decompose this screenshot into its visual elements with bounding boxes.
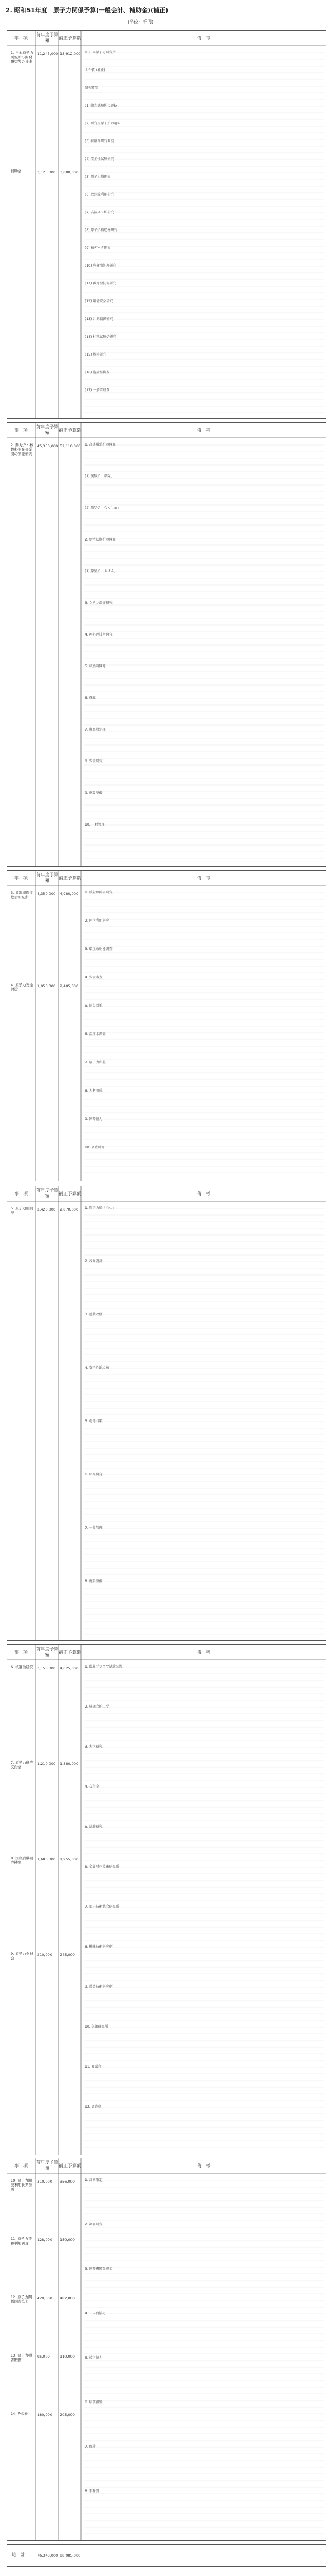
header-item: 事 項 [14,2163,28,2168]
item-label: 7. 原子力研究交付金 [11,1760,33,1769]
remark-row: (11) 再処理技術研究 [85,282,117,286]
remark-row: 4. 交付金 [85,1785,99,1789]
item-req: 1,380,000 [60,1762,79,1766]
remark-row: (9) 核データ研究 [85,246,111,250]
remark-row: (14) 材料試験炉研究 [85,335,117,339]
remark-row: (4) 安全性試験研究 [85,157,114,161]
header-item: 事 項 [14,427,28,433]
remark-row: 1. 日本原子力研究所 [85,51,116,54]
grand-total [7,2544,326,2567]
item-req: 205,000 [60,2413,75,2417]
item-label: 4. 原子力安全対策 [11,983,33,992]
item-prev: 45,350,000 [37,444,58,448]
budget-section [7,422,326,867]
remark-row: (13) 計測制御研究 [85,317,113,321]
item-req: 1,955,000 [60,1857,79,1862]
remark-row: (10) 廃棄物処理研究 [85,264,117,268]
remark-row: 7. 原子力広報 [85,1061,106,1064]
header-item: 事 項 [14,1649,28,1655]
header-req: 補正予算額 [59,35,81,41]
remark-row: 1. 原子力船「むつ」 [85,1206,116,1210]
remark-row: 8. 事務費 [85,2489,99,2493]
item-prev: 11,245,000 [37,52,58,56]
remark-row: 7. 廃棄物処理 [85,728,106,732]
remark-row: 2. 核融合炉工学 [85,1705,109,1709]
item-req: 4,980,000 [60,892,79,896]
remark-row: (6) 放射線利用研究 [85,193,114,197]
budget-section [7,1644,326,2155]
table-grid [7,423,326,867]
item-label: 9. 原子力委員会 [11,1952,33,1960]
item-label: 11. 原子力平和利用調査 [11,2237,32,2245]
remark-row: 1. 臨界プラズマ試験装置 [85,1665,123,1669]
remark-row: 5. 核燃料開発 [85,664,106,668]
remark-row: 10. 調査研究 [85,1146,105,1149]
remark-row: 2. 新型転換炉の開発 [85,538,116,542]
budget-section [7,30,326,419]
remark-row: (1) 動力試験炉の運転 [85,104,118,108]
item-req: 110,000 [60,2354,75,2359]
remark-row: 7. 保険 [85,2445,96,2449]
remark-row: 4. 安全性総点検 [85,1366,109,1370]
item-label: 3. 放射線医学総合研究所 [11,891,33,899]
table-grid [7,2158,326,2541]
remark-row: 3. 環境放射能調査 [85,947,113,951]
remark-row: 6. 研究開発 [85,1473,103,1477]
header-item: 事 項 [14,1191,28,1196]
remark-row: (7) 高温ガス炉研究 [85,211,114,214]
remark-row: (5) 原子力船研究 [85,175,111,179]
item-req: 2,870,000 [60,1207,79,1212]
remark-row: 7. 一般管理 [85,1526,103,1530]
header-req: 補正予算額 [59,1649,81,1655]
item-req: 4,025,000 [60,1666,79,1670]
item-req: 13,912,000 [60,52,81,56]
header-prev: 前年度予算額 [36,1188,58,1199]
item-label: 5. 原子力船開発 [11,1206,33,1215]
item-prev: 128,000 [37,2238,52,2242]
item-prev: 3,150,000 [37,1666,56,1670]
header-req: 補正予算額 [59,875,81,881]
item-req: 150,000 [60,2238,75,2242]
header-req: 補正予算額 [59,2163,81,2168]
remark-row: 4. 再処理技術開発 [85,633,113,637]
remark-row: 6. 賠償措置 [85,2400,103,2404]
item-prev: 1,680,000 [37,1857,56,1862]
remark-row: 4. 二国間協力 [85,2312,106,2315]
remark-row: 9. 国際協力 [85,1117,103,1121]
remark-row: 5. 技術協力 [85,2356,103,2360]
remark-row: 5. 試験研究 [85,1825,103,1829]
item-label: 8. 国立試験研究機関 [11,1856,33,1865]
budget-section [7,1186,326,1641]
header-remarks: 備 考 [197,875,210,881]
remark-row: 5. 母港対策 [85,1419,103,1423]
item-label: 10. 原子力開発利用長期計画 [11,2178,32,2192]
total-prev: 76,343,000 [37,2553,58,2558]
header-req: 補正予算額 [59,1191,81,1196]
remark-row: (15) 燃料研究 [85,353,107,357]
item-prev: 95,000 [37,2354,50,2359]
table-grid [7,1186,326,1641]
remark-row: 3. 国際機関分担金 [85,2267,113,2271]
header-remarks: 備 考 [197,1649,210,1655]
item-prev: 420,000 [37,2296,52,2300]
item-prev: 1,950,000 [37,984,56,988]
remark-row: 6. 金属材料技術研究所 [85,1865,119,1869]
remark-row: (8) 原子炉構造材研究 [85,228,118,232]
table-grid [7,871,326,1181]
remark-row: (17) 一般管理費 [85,388,110,392]
item-label: 14. その他 [11,2412,28,2416]
remark-row: 3. ウラン濃縮研究 [85,601,113,605]
remark-row: 2. 医学利用研究 [85,919,109,923]
item-prev: 2,420,000 [37,1207,56,1212]
item-req: 245,000 [60,1953,75,1957]
item-label: 6. 核融合研究 [11,1665,33,1669]
remark-row: 9. 農業技術研究所 [85,1985,113,1989]
remark-row: (1) 実験炉「常陽」 [85,474,114,478]
item-prev: 310,000 [37,2179,52,2184]
item-req: 2,405,000 [60,984,79,988]
remark-row: 4. 安全審査 [85,976,103,979]
remark-row: (16) 施設整備費 [85,371,110,374]
remark-row: 6. 探鉱 [85,696,96,700]
remark-row: 1. 高速増殖炉の開発 [85,443,116,447]
remark-row: (2) 原型炉「もんじゅ」 [85,506,121,510]
remark-row: 8. 人材養成 [85,1089,103,1093]
remark-row: 3. 大学研究 [85,1745,103,1749]
item-req: 356,000 [60,2179,75,2184]
remark-row: 2. 改修設計 [85,1259,103,1263]
table-grid [7,31,326,419]
remark-row: (12) 環境安全研究 [85,299,113,303]
item-prev: 210,000 [37,1953,52,1957]
item-prev: 1,210,000 [37,1762,56,1766]
header-remarks: 備 考 [197,2163,210,2168]
header-prev: 前年度予算額 [36,1647,58,1658]
remark-row: 8. 機械技術研究所 [85,1945,113,1949]
item-req: 482,000 [60,2296,75,2300]
header-remarks: 備 考 [197,1191,210,1196]
remark-row: (3) 核融合研究開発 [85,139,114,143]
header-prev: 前年度予算額 [36,872,58,883]
remark-row: 10. 一般管理 [85,823,105,827]
remark-row: 7. 電子技術総合研究所 [85,1905,119,1909]
remark-row: 9. 施設整備 [85,791,103,795]
item-req: 3,800,000 [60,170,79,174]
total-req: 88,985,000 [60,2553,81,2558]
header-remarks: 備 考 [197,35,210,41]
budget-section [7,2158,326,2541]
budget-section [7,870,326,1181]
table-grid [7,1645,326,2155]
remark-row: 8. 安全研究 [85,759,103,763]
remark-row: 研究費等 [85,86,99,90]
remark-row: 3. 遮蔽改修 [85,1313,103,1317]
remark-row: 1. 放射線障害研究 [85,891,113,894]
item-label: 補助金 [11,169,22,173]
header-prev: 前年度予算額 [36,32,58,43]
item-label: 2. 動力炉・核燃料開発事業団の開発研究 [11,443,33,456]
item-prev: 180,000 [37,2413,52,2417]
header-req: 補正予算額 [59,427,81,433]
item-label: 13. 原子力損害賠償 [11,2353,32,2362]
remark-row: (2) 研究用原子炉の運転 [85,122,121,126]
item-req: 52,110,000 [60,444,81,448]
header-prev: 前年度予算額 [36,424,58,436]
total-label: 総 計 [12,2552,25,2557]
item-label: 1. 日本原子力研究所の開発研究等の推進 [11,51,33,64]
header-item: 事 項 [14,875,28,881]
remark-row: 11. 審議会 [85,2065,102,2069]
header-remarks: 備 考 [197,427,210,433]
remark-row: 1. 計画策定 [85,2178,103,2182]
item-prev: 4,350,000 [37,892,56,896]
item-label: 12. 原子力関係国際協力 [11,2295,32,2304]
item-prev: 3,125,000 [37,170,56,174]
remark-row: 12. 調査費 [85,2105,102,2109]
page-title: 2. 昭和51年度 原子力関係予算(一般会計、補助金)(補正) [6,7,169,14]
remark-row: 6. 温排水調査 [85,1032,106,1036]
remark-row: 10. 気象研究所 [85,2025,108,2029]
remark-row: (1) 原型炉「ふげん」 [85,569,118,573]
remark-row: 5. 防災対策 [85,1004,103,1008]
header-prev: 前年度予算額 [36,2160,58,2171]
header-item: 事 項 [14,35,28,41]
budget-document [7,30,326,2568]
remark-row: 人件費 (補正) [85,68,105,72]
remark-row: 8. 施設整備 [85,1579,103,1583]
unit-note: (単位：千円) [128,19,154,24]
remark-row: 2. 調査研究 [85,2223,103,2227]
